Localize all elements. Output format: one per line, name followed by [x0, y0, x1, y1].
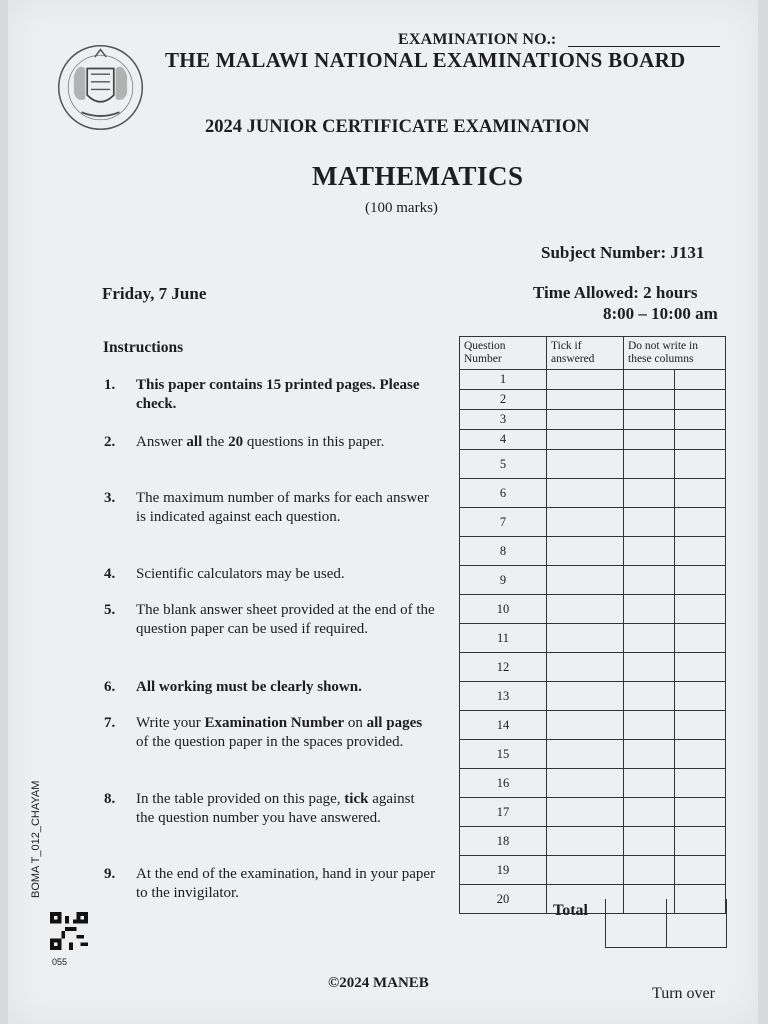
table-row [460, 479, 726, 508]
tick-cell[interactable] [547, 410, 624, 430]
tick-cell[interactable] [547, 595, 624, 624]
instruction-text [136, 376, 436, 414]
question-number-cell: 5 [460, 450, 547, 479]
examiner-cell [674, 740, 725, 769]
tick-cell[interactable] [547, 370, 624, 390]
instruction-text-part: Answer [136, 434, 187, 450]
tick-cell[interactable] [547, 479, 624, 508]
instruction-number: 4. [104, 566, 116, 582]
malawi-exam-board-crest [53, 40, 148, 135]
side-code: BOMA T_012_CHAYAM [30, 780, 42, 898]
examiner-cell [674, 370, 725, 390]
tick-cell[interactable] [547, 798, 624, 827]
instruction-text [136, 790, 436, 828]
instruction-text-part: all [186, 434, 203, 450]
table-row [460, 566, 726, 595]
instruction-number: 2. [104, 434, 116, 450]
examiner-cell [624, 711, 675, 740]
examiner-cell [624, 798, 675, 827]
time-allowed: Time Allowed: 2 hours [533, 283, 698, 302]
exam-paper [8, 0, 758, 1024]
column-header-examiner: Do not write in these columns [624, 337, 726, 370]
tick-cell[interactable] [547, 508, 624, 537]
examiner-cell [674, 430, 725, 450]
instructions-heading: Instructions [103, 339, 184, 356]
column-header-question-number: Question Number [460, 337, 547, 370]
examiner-cell [624, 740, 675, 769]
examiner-cell [674, 798, 725, 827]
question-number-cell: 8 [460, 537, 547, 566]
table-row [460, 430, 726, 450]
tick-cell[interactable] [547, 624, 624, 653]
instruction-text-part: questions in this paper. [243, 434, 385, 450]
examiner-cell [674, 827, 725, 856]
column-header-tick: Tick if answered [547, 337, 624, 370]
examiner-cell [674, 711, 725, 740]
qr-number: 055 [52, 957, 68, 967]
instruction-text [136, 601, 436, 639]
instruction-text-part: At the end of the examination, hand in your paper to the invigilator. [136, 866, 436, 901]
examiner-cell [624, 479, 675, 508]
table-row [460, 711, 726, 740]
table-row [460, 653, 726, 682]
examiner-cell [674, 410, 725, 430]
examiner-cell [674, 479, 725, 508]
examiner-cell [674, 624, 725, 653]
examiner-cell [624, 450, 675, 479]
table-row [460, 508, 726, 537]
table-row [460, 798, 726, 827]
instruction-text [136, 678, 436, 697]
examiner-cell [674, 682, 725, 711]
tick-cell[interactable] [547, 740, 624, 769]
question-number-cell: 3 [460, 410, 547, 430]
examiner-cell [624, 430, 675, 450]
examiner-cell [624, 653, 675, 682]
tick-cell[interactable] [547, 566, 624, 595]
instruction-number: 5. [104, 602, 116, 618]
qr-code-icon [50, 912, 88, 950]
table-row [460, 827, 726, 856]
instruction-text-part: In the table provided on this page, [136, 791, 345, 807]
question-number-cell: 14 [460, 711, 547, 740]
question-number-cell: 16 [460, 769, 547, 798]
table-row [460, 410, 726, 430]
instruction-text-part: Examination Number [204, 715, 345, 731]
total-box [605, 899, 727, 948]
total-label: Total [553, 902, 588, 919]
tick-cell[interactable] [547, 430, 624, 450]
table-row [460, 856, 726, 885]
instruction-text-part: Scientific calculators may be used. [136, 566, 345, 582]
examination-number-field[interactable] [568, 46, 720, 47]
question-number-cell: 2 [460, 390, 547, 410]
table-row [460, 450, 726, 479]
examiner-cell [674, 769, 725, 798]
question-number-cell: 12 [460, 653, 547, 682]
examiner-cell [674, 856, 725, 885]
tick-cell[interactable] [547, 827, 624, 856]
table-row [460, 390, 726, 410]
table-row [460, 769, 726, 798]
examiner-cell [674, 390, 725, 410]
instruction-number: 8. [104, 791, 116, 807]
examiner-cell [674, 595, 725, 624]
examiner-cell [674, 653, 725, 682]
question-number-cell: 9 [460, 566, 547, 595]
table-row [460, 595, 726, 624]
instruction-text [136, 489, 436, 527]
examiner-cell [674, 508, 725, 537]
question-number-cell: 6 [460, 479, 547, 508]
question-number-cell: 7 [460, 508, 547, 537]
examiner-cell [624, 595, 675, 624]
examiner-cell [624, 410, 675, 430]
question-number-cell: 18 [460, 827, 547, 856]
examiner-cell [624, 537, 675, 566]
instruction-number: 7. [104, 715, 116, 731]
examiner-cell [624, 856, 675, 885]
examiner-cell [624, 370, 675, 390]
instruction-text-part: Write your [136, 715, 205, 731]
table-row [460, 537, 726, 566]
instruction-text [136, 433, 436, 452]
board-title: THE MALAWI NATIONAL EXAMINATIONS BOARD [165, 48, 686, 72]
question-number-cell: 4 [460, 430, 547, 450]
question-number-cell: 19 [460, 856, 547, 885]
instruction-text [136, 565, 436, 584]
exam-date: Friday, 7 June [102, 284, 207, 303]
instruction-number: 3. [104, 490, 116, 506]
question-number-cell: 20 [460, 885, 547, 914]
examination-number-label: EXAMINATION NO.: [398, 31, 557, 48]
question-number-cell: 1 [460, 370, 547, 390]
table-row [460, 740, 726, 769]
tick-cell[interactable] [547, 537, 624, 566]
instruction-number: 1. [104, 377, 116, 393]
copyright: ©2024 MANEB [328, 975, 429, 991]
instruction-number: 9. [104, 866, 116, 882]
instruction-text-part: the [202, 434, 229, 450]
question-tick-table [459, 336, 726, 914]
total-marks: (100 marks) [365, 200, 438, 216]
subject-title: MATHEMATICS [312, 161, 524, 191]
instruction-text-part: against the question number you have answered. [136, 791, 415, 826]
subject-number: Subject Number: J131 [541, 243, 705, 262]
examiner-cell [674, 537, 725, 566]
instruction-text-part: of the question paper in the spaces provided. [136, 734, 404, 750]
question-number-cell: 10 [460, 595, 547, 624]
examiner-cell [624, 827, 675, 856]
examiner-cell [674, 450, 725, 479]
table-row [460, 624, 726, 653]
examiner-cell [674, 566, 725, 595]
instruction-text-part: All working must be clearly shown. [136, 679, 362, 695]
instruction-text-part: 20 [228, 434, 244, 450]
instruction-text-part: on [344, 715, 367, 731]
examiner-cell [624, 624, 675, 653]
turn-over: Turn over [652, 985, 715, 1002]
examiner-cell [624, 508, 675, 537]
exam-title: 2024 JUNIOR CERTIFICATE EXAMINATION [205, 117, 590, 137]
examiner-cell [624, 390, 675, 410]
tick-cell[interactable] [547, 653, 624, 682]
table-row [460, 370, 726, 390]
instruction-text-part: This paper contains 15 printed pages. Please check. [136, 377, 420, 412]
examiner-cell [624, 682, 675, 711]
examiner-cell [624, 769, 675, 798]
instruction-text [136, 865, 436, 903]
tick-cell[interactable] [547, 390, 624, 410]
examiner-cell [624, 566, 675, 595]
instruction-text-part: tick [344, 791, 369, 807]
table-row [460, 682, 726, 711]
question-number-cell: 13 [460, 682, 547, 711]
instruction-text-part: The maximum number of marks for each answer is indicated against each question. [136, 490, 429, 525]
instruction-text-part: all pages [366, 715, 423, 731]
tick-cell[interactable] [547, 711, 624, 740]
instruction-text [136, 714, 436, 752]
instruction-text-part: The blank answer sheet provided at the end of the question paper can be used if required. [136, 602, 435, 637]
tick-cell[interactable] [547, 682, 624, 711]
tick-cell[interactable] [547, 856, 624, 885]
time-range: 8:00 – 10:00 am [603, 304, 718, 323]
tick-cell[interactable] [547, 769, 624, 798]
question-number-cell: 15 [460, 740, 547, 769]
tick-cell[interactable] [547, 450, 624, 479]
question-number-cell: 11 [460, 624, 547, 653]
instruction-number: 6. [104, 679, 116, 695]
question-number-cell: 17 [460, 798, 547, 827]
